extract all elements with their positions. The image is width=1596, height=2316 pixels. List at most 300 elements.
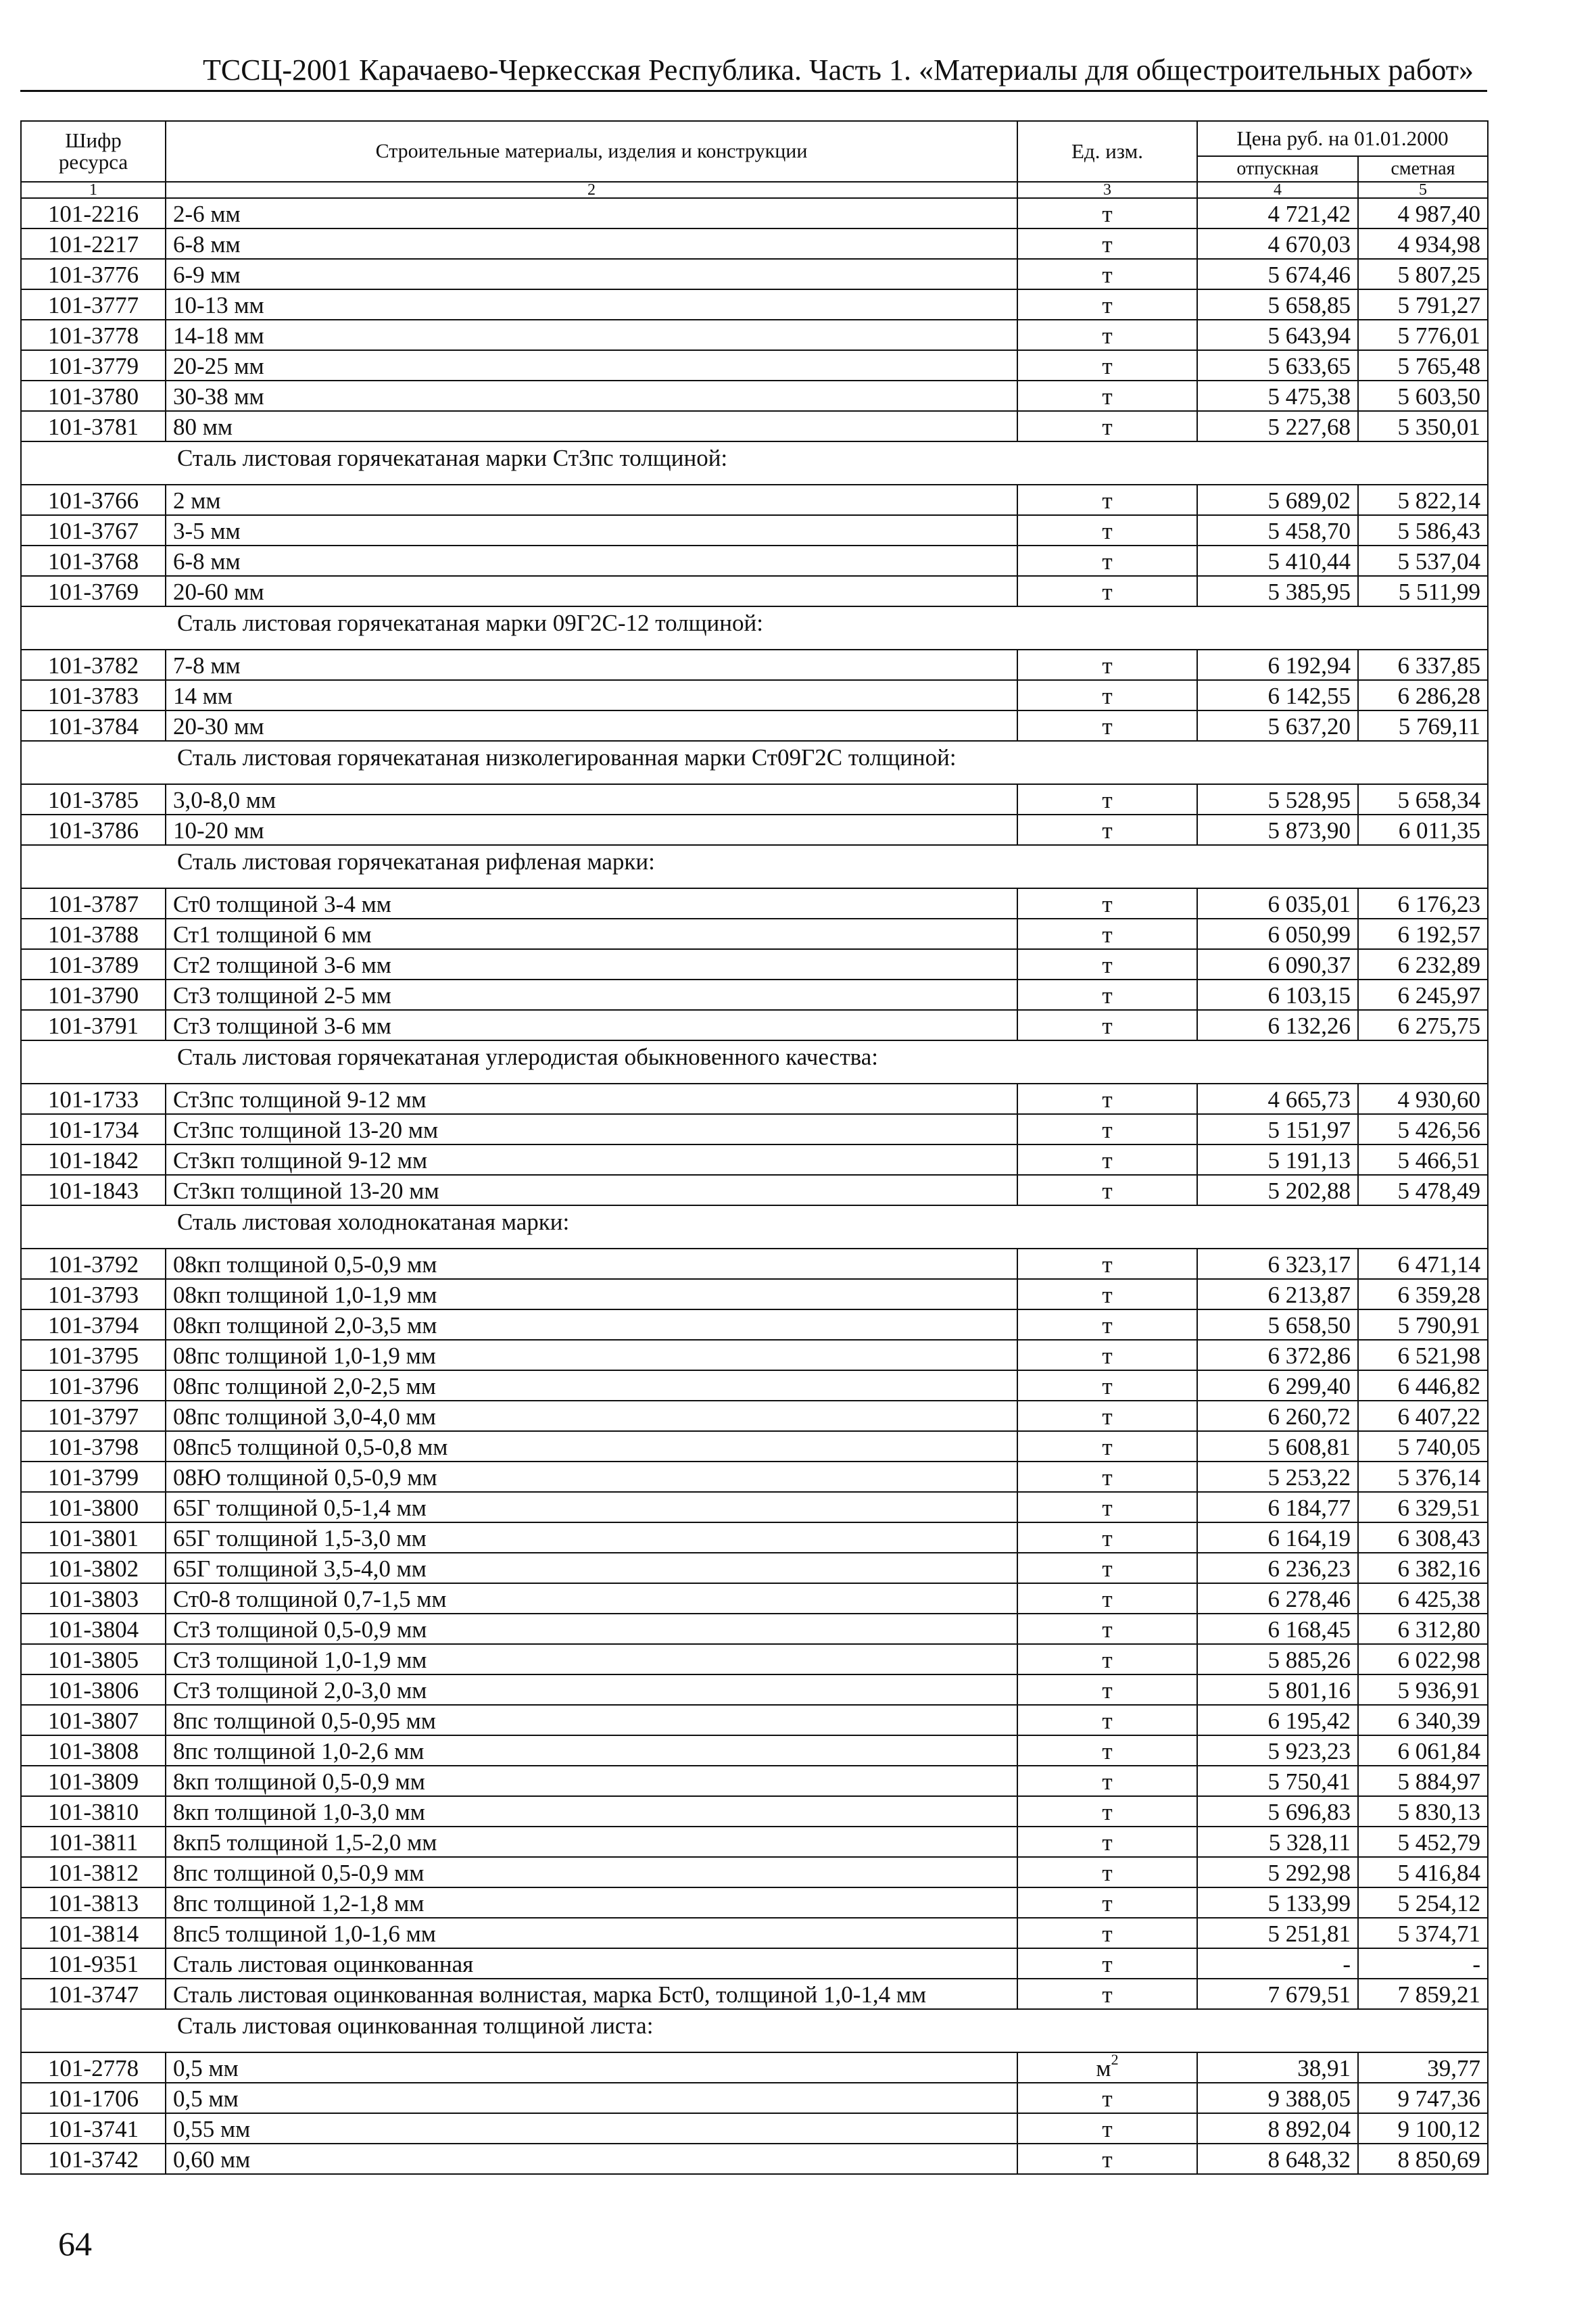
unit-of-measure-text: т xyxy=(1102,579,1113,605)
table-row xyxy=(21,198,1488,228)
release-price xyxy=(1197,485,1358,515)
release-price xyxy=(1197,949,1358,980)
estimate-price-text: 6 245,97 xyxy=(1397,982,1480,1009)
release-price-text: 5 801,16 xyxy=(1267,1677,1351,1704)
resource-code-text: 101-3799 xyxy=(47,1464,139,1491)
table-row xyxy=(21,228,1488,259)
resource-code xyxy=(21,1279,166,1309)
resource-code xyxy=(21,784,166,815)
estimate-price-text: 6 275,75 xyxy=(1397,1013,1480,1039)
column-number: 5 xyxy=(1358,182,1488,198)
material-name-text: 14-18 мм xyxy=(173,322,264,349)
release-price-text: 6 260,72 xyxy=(1267,1403,1351,1430)
material-name-text: 8пс толщиной 1,0-2,6 мм xyxy=(173,1738,425,1764)
resource-code xyxy=(21,381,166,411)
release-price-text: 5 253,22 xyxy=(1267,1464,1351,1491)
material-name xyxy=(166,2083,1017,2113)
table-row xyxy=(21,1583,1488,1614)
release-price xyxy=(1197,710,1358,741)
resource-code-text: 101-3803 xyxy=(47,1586,139,1612)
release-price xyxy=(1197,1614,1358,1644)
resource-code-text: 101-3802 xyxy=(47,1555,139,1582)
resource-code xyxy=(21,1827,166,1857)
material-name-text: Ст3кп толщиной 9-12 мм xyxy=(173,1147,428,1174)
table-row xyxy=(21,1175,1488,1205)
resource-code-text: 101-3787 xyxy=(47,891,139,917)
column-header-estimate-price: сметная xyxy=(1358,156,1488,182)
estimate-price-text: 6 382,16 xyxy=(1397,1555,1480,1582)
resource-code-text: 101-2778 xyxy=(47,2055,139,2081)
release-price-text: 5 133,99 xyxy=(1267,1890,1351,1916)
estimate-price xyxy=(1358,1948,1488,1979)
estimate-price xyxy=(1358,784,1488,815)
material-name xyxy=(166,1553,1017,1583)
table-row xyxy=(21,1705,1488,1735)
estimate-price-text: 6 308,43 xyxy=(1397,1525,1480,1551)
resource-code xyxy=(21,485,166,515)
estimate-price-text: 6 022,98 xyxy=(1397,1647,1480,1673)
release-price xyxy=(1197,1522,1358,1553)
unit-of-measure-text: т xyxy=(1102,713,1113,740)
unit-of-measure xyxy=(1017,1948,1197,1979)
unit-of-measure xyxy=(1017,1553,1197,1583)
release-price xyxy=(1197,680,1358,710)
material-name xyxy=(166,1887,1017,1918)
unit-of-measure xyxy=(1017,1644,1197,1674)
release-price xyxy=(1197,381,1358,411)
estimate-price xyxy=(1358,1431,1488,1462)
table-row xyxy=(21,1279,1488,1309)
release-price-text: 5 923,23 xyxy=(1267,1738,1351,1764)
table-row xyxy=(21,1979,1488,2009)
estimate-price-text: 6 446,82 xyxy=(1397,1373,1480,1399)
resource-code-text: 101-3814 xyxy=(47,1921,139,1947)
material-name-text: 8кп толщиной 0,5-0,9 мм xyxy=(173,1768,425,1795)
material-name-text: Ст3 толщиной 2,0-3,0 мм xyxy=(173,1677,427,1704)
release-price-text: 6 035,01 xyxy=(1267,891,1351,917)
unit-of-measure xyxy=(1017,1522,1197,1553)
resource-code xyxy=(21,1144,166,1175)
estimate-price xyxy=(1358,1462,1488,1492)
column-number: 4 xyxy=(1197,182,1358,198)
material-name xyxy=(166,1279,1017,1309)
estimate-price xyxy=(1358,289,1488,320)
material-name-text: 20-60 мм xyxy=(173,579,264,605)
material-name xyxy=(166,1370,1017,1401)
column-header-name: Строительные материалы, изделия и конструкции xyxy=(166,121,1017,182)
unit-of-measure xyxy=(1017,1705,1197,1735)
table-row xyxy=(21,1084,1488,1114)
table-row xyxy=(21,1887,1488,1918)
section-heading-cell xyxy=(21,741,1488,784)
estimate-price-text: 5 478,49 xyxy=(1397,1178,1480,1204)
estimate-price-text: 6 407,22 xyxy=(1397,1403,1480,1430)
estimate-price xyxy=(1358,1705,1488,1735)
unit-of-measure xyxy=(1017,2113,1197,2144)
material-name xyxy=(166,919,1017,949)
material-name xyxy=(166,1766,1017,1796)
resource-code xyxy=(21,320,166,350)
unit-of-measure-text: т xyxy=(1102,1951,1113,1977)
material-name-text: 65Г толщиной 0,5-1,4 мм xyxy=(173,1495,427,1521)
unit-of-measure-text: т xyxy=(1102,1860,1113,1886)
material-name xyxy=(166,1918,1017,1948)
material-name-text: 08кп толщиной 2,0-3,5 мм xyxy=(173,1312,437,1338)
material-name xyxy=(166,1010,1017,1040)
release-price xyxy=(1197,2144,1358,2174)
unit-of-measure-text: т xyxy=(1102,2146,1113,2173)
unit-of-measure-text: т xyxy=(1102,262,1113,288)
estimate-price-text: 5 769,11 xyxy=(1398,713,1480,740)
resource-code-text: 101-3781 xyxy=(47,414,139,440)
estimate-price xyxy=(1358,1644,1488,1674)
material-name-text: 0,55 мм xyxy=(173,2116,251,2142)
release-price-text: 4 670,03 xyxy=(1267,231,1351,258)
release-price xyxy=(1197,1340,1358,1370)
release-price xyxy=(1197,919,1358,949)
release-price-text: 7 679,51 xyxy=(1267,1981,1351,2008)
table-row xyxy=(21,1918,1488,1948)
material-name-text: Ст3кп толщиной 13-20 мм xyxy=(173,1178,439,1204)
resource-code-text: 101-3786 xyxy=(47,817,139,844)
release-price-text: 5 608,81 xyxy=(1267,1434,1351,1460)
resource-code xyxy=(21,1918,166,1948)
estimate-price xyxy=(1358,411,1488,441)
resource-code-text: 101-2217 xyxy=(47,231,139,258)
resource-code-text: 101-3812 xyxy=(47,1860,139,1886)
resource-code-text: 101-3789 xyxy=(47,952,139,978)
resource-code-text: 101-1733 xyxy=(47,1086,139,1113)
unit-of-measure xyxy=(1017,1175,1197,1205)
resource-code xyxy=(21,228,166,259)
section-heading-row xyxy=(21,2009,1488,2052)
unit-of-measure xyxy=(1017,680,1197,710)
material-name-text: 10-20 мм xyxy=(173,817,264,844)
release-price xyxy=(1197,784,1358,815)
table-row xyxy=(21,1644,1488,1674)
resource-code xyxy=(21,1583,166,1614)
release-price xyxy=(1197,228,1358,259)
column-header-price: Цена руб. на 01.01.2000 xyxy=(1197,121,1488,156)
release-price xyxy=(1197,320,1358,350)
estimate-price xyxy=(1358,1144,1488,1175)
material-name-text: Ст3пс толщиной 13-20 мм xyxy=(173,1117,439,1143)
unit-of-measure xyxy=(1017,485,1197,515)
unit-of-measure xyxy=(1017,1492,1197,1522)
release-price xyxy=(1197,546,1358,576)
unit-of-measure xyxy=(1017,710,1197,741)
unit-of-measure xyxy=(1017,2144,1197,2174)
unit-of-measure-text: т xyxy=(1102,652,1113,679)
unit-superscript: 2 xyxy=(1111,2052,1119,2068)
estimate-price-text: 5 790,91 xyxy=(1397,1312,1480,1338)
estimate-price-text: 5 658,34 xyxy=(1397,787,1480,813)
unit-of-measure xyxy=(1017,919,1197,949)
release-price xyxy=(1197,350,1358,381)
table-row xyxy=(21,289,1488,320)
unit-of-measure xyxy=(1017,1827,1197,1857)
unit-of-measure-text: т xyxy=(1102,817,1113,844)
unit-of-measure xyxy=(1017,784,1197,815)
estimate-price xyxy=(1358,1674,1488,1705)
resource-code xyxy=(21,949,166,980)
resource-code xyxy=(21,1674,166,1705)
release-price-text: 5 328,11 xyxy=(1268,1829,1351,1856)
estimate-price xyxy=(1358,2144,1488,2174)
material-name xyxy=(166,228,1017,259)
section-heading-row xyxy=(21,441,1488,485)
material-name xyxy=(166,980,1017,1010)
material-name-text: 8пс толщиной 0,5-0,9 мм xyxy=(173,1860,425,1886)
resource-code xyxy=(21,1340,166,1370)
material-name-text: 08Ю толщиной 0,5-0,9 мм xyxy=(173,1464,437,1491)
material-name xyxy=(166,1492,1017,1522)
material-name xyxy=(166,1462,1017,1492)
material-name-text: 20-25 мм xyxy=(173,353,264,379)
release-price-text: 6 132,26 xyxy=(1267,1013,1351,1039)
material-name-text: 0,5 мм xyxy=(173,2055,239,2081)
estimate-price-text: 5 603,50 xyxy=(1397,383,1480,410)
unit-of-measure xyxy=(1017,888,1197,919)
column-header-unit: Ед. изм. xyxy=(1017,121,1197,182)
material-name xyxy=(166,1979,1017,2009)
material-name xyxy=(166,1114,1017,1144)
material-name-text: 6-9 мм xyxy=(173,262,241,288)
table-row xyxy=(21,259,1488,289)
unit-of-measure xyxy=(1017,1279,1197,1309)
resource-code xyxy=(21,1010,166,1040)
material-name xyxy=(166,1705,1017,1735)
unit-of-measure-text: т xyxy=(1102,414,1113,440)
material-name-text: 3,0-8,0 мм xyxy=(173,787,276,813)
table-row xyxy=(21,1340,1488,1370)
resource-code xyxy=(21,1644,166,1674)
release-price xyxy=(1197,576,1358,606)
estimate-price xyxy=(1358,1553,1488,1583)
table-row xyxy=(21,1614,1488,1644)
section-heading: Сталь листовая горячекатаная рифленая марки: xyxy=(177,848,655,875)
resource-code xyxy=(21,2083,166,2113)
material-name xyxy=(166,1857,1017,1887)
resource-code xyxy=(21,2144,166,2174)
section-heading-cell xyxy=(21,441,1488,485)
resource-code-text: 101-3783 xyxy=(47,683,139,709)
unit-of-measure-text: т xyxy=(1102,1403,1113,1430)
release-price-text: - xyxy=(1343,1951,1351,1977)
resource-code xyxy=(21,289,166,320)
page-number: 64 xyxy=(58,2225,92,2263)
unit-of-measure xyxy=(1017,259,1197,289)
unit-of-measure-text: т xyxy=(1102,1434,1113,1460)
resource-code-text: 101-3792 xyxy=(47,1251,139,1278)
unit-of-measure-text: т xyxy=(1102,1525,1113,1551)
estimate-price-text: 6 192,57 xyxy=(1397,921,1480,948)
unit-of-measure xyxy=(1017,1431,1197,1462)
release-price-text: 6 323,17 xyxy=(1267,1251,1351,1278)
release-price xyxy=(1197,1370,1358,1401)
release-price-text: 5 227,68 xyxy=(1267,414,1351,440)
estimate-price-text: 5 830,13 xyxy=(1397,1799,1480,1825)
unit-of-measure-text: т xyxy=(1102,353,1113,379)
estimate-price xyxy=(1358,1583,1488,1614)
resource-code xyxy=(21,2113,166,2144)
estimate-price-text: 5 936,91 xyxy=(1397,1677,1480,1704)
estimate-price-text: 6 329,51 xyxy=(1397,1495,1480,1521)
column-number: 1 xyxy=(21,182,166,198)
release-price xyxy=(1197,411,1358,441)
table-row xyxy=(21,1522,1488,1553)
table-row xyxy=(21,1766,1488,1796)
table-row xyxy=(21,2083,1488,2113)
release-price-text: 8 892,04 xyxy=(1267,2116,1351,2142)
release-price-text: 5 637,20 xyxy=(1267,713,1351,740)
release-price xyxy=(1197,289,1358,320)
estimate-price-text: 9 747,36 xyxy=(1397,2085,1480,2112)
estimate-price-text: 6 176,23 xyxy=(1397,891,1480,917)
table-row xyxy=(21,1674,1488,1705)
release-price-text: 6 299,40 xyxy=(1267,1373,1351,1399)
material-name-text: 0,60 мм xyxy=(173,2146,251,2173)
material-name-text: 14 мм xyxy=(173,683,233,709)
release-price-text: 5 674,46 xyxy=(1267,262,1351,288)
page-header-title: ТССЦ-2001 Карачаево-Черкесская Республика. Часть 1. «Материалы для общестроительных работ» xyxy=(203,53,1474,87)
estimate-price-text: 5 884,97 xyxy=(1397,1768,1480,1795)
estimate-price xyxy=(1358,350,1488,381)
table-row xyxy=(21,980,1488,1010)
release-price-text: 38,91 xyxy=(1297,2055,1351,2081)
release-price xyxy=(1197,2113,1358,2144)
estimate-price xyxy=(1358,1522,1488,1553)
unit-of-measure-text: т xyxy=(1102,787,1113,813)
resource-code-text: 101-3788 xyxy=(47,921,139,948)
estimate-price-text: 6 337,85 xyxy=(1397,652,1480,679)
column-header-release-price: отпускная xyxy=(1197,156,1358,182)
resource-code-text: 101-3810 xyxy=(47,1799,139,1825)
unit-of-measure-text: т xyxy=(1102,1768,1113,1795)
estimate-price-text: 6 011,35 xyxy=(1398,817,1480,844)
material-name-text: 8кп5 толщиной 1,5-2,0 мм xyxy=(173,1829,437,1856)
material-name xyxy=(166,815,1017,845)
release-price-text: 6 195,42 xyxy=(1267,1708,1351,1734)
estimate-price-text: 5 765,48 xyxy=(1397,353,1480,379)
resource-code-text: 101-3795 xyxy=(47,1343,139,1369)
material-name-text: 65Г толщиной 3,5-4,0 мм xyxy=(173,1555,427,1582)
unit-of-measure xyxy=(1017,515,1197,546)
material-name xyxy=(166,1522,1017,1553)
unit-of-measure-text: т xyxy=(1102,1708,1113,1734)
release-price-text: 6 372,86 xyxy=(1267,1343,1351,1369)
material-name xyxy=(166,1175,1017,1205)
release-price-text: 6 213,87 xyxy=(1267,1282,1351,1308)
estimate-price-text: 5 537,04 xyxy=(1397,548,1480,575)
resource-code-text: 101-1843 xyxy=(47,1178,139,1204)
resource-code-text: 101-9351 xyxy=(47,1951,139,1977)
unit-of-measure xyxy=(1017,381,1197,411)
resource-code-text: 101-3790 xyxy=(47,982,139,1009)
material-name xyxy=(166,1431,1017,1462)
release-price-text: 6 192,94 xyxy=(1267,652,1351,679)
release-price-text: 5 385,95 xyxy=(1267,579,1351,605)
unit-of-measure xyxy=(1017,546,1197,576)
material-name xyxy=(166,2113,1017,2144)
unit-of-measure-text: т xyxy=(1102,1086,1113,1113)
table-row xyxy=(21,485,1488,515)
release-price xyxy=(1197,1705,1358,1735)
table-row xyxy=(21,2052,1488,2083)
release-price xyxy=(1197,1279,1358,1309)
unit-of-measure-text: м xyxy=(1096,2055,1111,2081)
release-price-text: 5 528,95 xyxy=(1267,787,1351,813)
release-price xyxy=(1197,1309,1358,1340)
resource-code xyxy=(21,1249,166,1279)
estimate-price-text: 6 471,14 xyxy=(1397,1251,1480,1278)
resource-code xyxy=(21,815,166,845)
column-header-code: Шифр ресурса xyxy=(21,121,166,182)
resource-code xyxy=(21,919,166,949)
material-name xyxy=(166,1583,1017,1614)
unit-of-measure xyxy=(1017,1887,1197,1918)
unit-of-measure xyxy=(1017,1340,1197,1370)
resource-code-text: 101-3742 xyxy=(47,2146,139,2173)
resource-code-text: 101-3741 xyxy=(47,2116,139,2142)
material-name-text: 2 мм xyxy=(173,487,221,514)
release-price-text: 4 665,73 xyxy=(1267,1086,1351,1113)
estimate-price xyxy=(1358,1249,1488,1279)
table-row xyxy=(21,1010,1488,1040)
unit-of-measure-text: т xyxy=(1102,1647,1113,1673)
unit-of-measure-text: т xyxy=(1102,1738,1113,1764)
unit-of-measure xyxy=(1017,350,1197,381)
material-name xyxy=(166,2144,1017,2174)
unit-of-measure-text: т xyxy=(1102,1555,1113,1582)
resource-code xyxy=(21,411,166,441)
material-name-text: 20-30 мм xyxy=(173,713,264,740)
resource-code xyxy=(21,1735,166,1766)
material-name-text: Ст3 толщиной 3-6 мм xyxy=(173,1013,391,1039)
estimate-price xyxy=(1358,1114,1488,1144)
material-name xyxy=(166,576,1017,606)
unit-of-measure-text: т xyxy=(1102,1178,1113,1204)
resource-code-text: 101-3794 xyxy=(47,1312,139,1338)
resource-code xyxy=(21,515,166,546)
resource-code-text: 101-1842 xyxy=(47,1147,139,1174)
estimate-price xyxy=(1358,1735,1488,1766)
estimate-price xyxy=(1358,259,1488,289)
estimate-price xyxy=(1358,650,1488,680)
material-name-text: 3-5 мм xyxy=(173,518,241,544)
release-price xyxy=(1197,1796,1358,1827)
unit-of-measure-text: т xyxy=(1102,982,1113,1009)
release-price-text: 5 251,81 xyxy=(1267,1921,1351,1947)
price-table-body xyxy=(21,121,1488,2174)
estimate-price-text: 5 416,84 xyxy=(1397,1860,1480,1886)
table-row xyxy=(21,1796,1488,1827)
estimate-price-text: 5 452,79 xyxy=(1397,1829,1480,1856)
material-name-text: 30-38 мм xyxy=(173,383,264,410)
unit-of-measure xyxy=(1017,1766,1197,1796)
estimate-price xyxy=(1358,1979,1488,2009)
release-price xyxy=(1197,1827,1358,1857)
estimate-price xyxy=(1358,680,1488,710)
estimate-price xyxy=(1358,515,1488,546)
resource-code-text: 101-3791 xyxy=(47,1013,139,1039)
estimate-price-text: 39,77 xyxy=(1427,2055,1480,2081)
material-name-text: Ст3 толщиной 2-5 мм xyxy=(173,982,391,1009)
resource-code xyxy=(21,350,166,381)
resource-code-text: 101-3800 xyxy=(47,1495,139,1521)
release-price xyxy=(1197,2052,1358,2083)
unit-of-measure-text: т xyxy=(1102,1013,1113,1039)
